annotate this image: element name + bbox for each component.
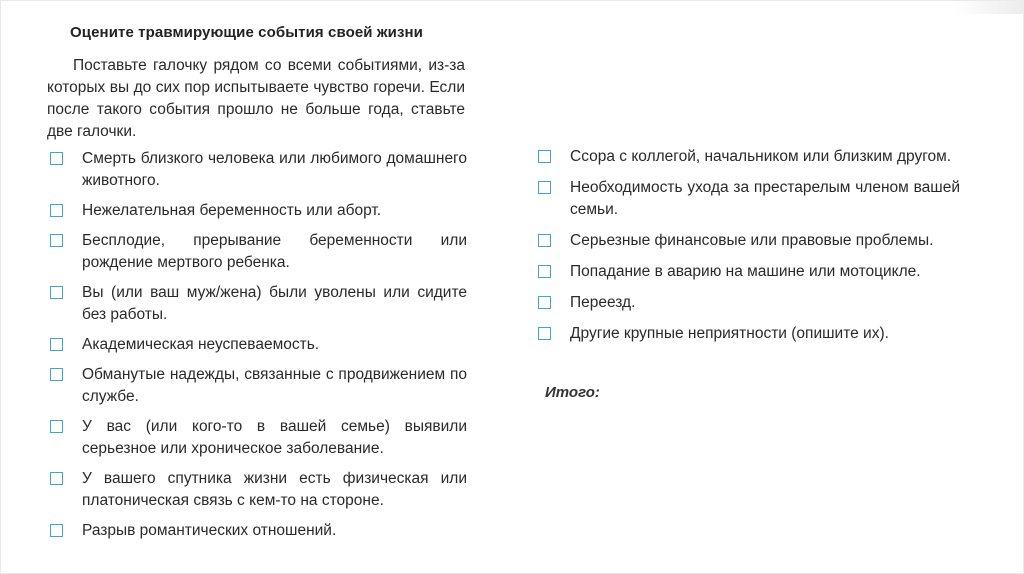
- checklist-item[interactable]: [535, 177, 960, 221]
- checkbox[interactable]: [538, 296, 551, 309]
- checklist-item-label: Переезд.: [570, 294, 636, 311]
- checklist-item[interactable]: [47, 520, 467, 542]
- checklist-item-label: У вас (или кого-то в вашей семье) выявили серьезное или хроническое заболевание.: [82, 418, 467, 457]
- checklist-item[interactable]: [47, 148, 467, 192]
- checklist-item-label: Необходимость ухода за престарелым членом вашей семьи.: [570, 179, 960, 218]
- checkbox[interactable]: [50, 368, 63, 381]
- checklist-left-column: [47, 148, 467, 542]
- checklist-item[interactable]: [47, 364, 467, 408]
- checklist-item[interactable]: [535, 146, 960, 168]
- checkbox[interactable]: [50, 234, 63, 247]
- checklist-item[interactable]: [535, 323, 960, 345]
- total-label: Итого:: [545, 384, 600, 401]
- checklist-item-label: Другие крупные неприятности (опишите их).: [570, 325, 889, 342]
- checklist-item[interactable]: [47, 416, 467, 460]
- checkbox[interactable]: [538, 150, 551, 163]
- checklist-item-label: Ссора с коллегой, начальником или близким другом.: [570, 148, 952, 165]
- checklist-item[interactable]: [47, 282, 467, 326]
- checkbox[interactable]: [538, 181, 551, 194]
- checkbox[interactable]: [50, 204, 63, 217]
- checklist-item-label: Смерть близкого человека или любимого домашнего животного.: [82, 150, 467, 189]
- page-corner-decoration: [954, 0, 1024, 14]
- checkbox[interactable]: [50, 472, 63, 485]
- checkbox[interactable]: [538, 265, 551, 278]
- checkbox[interactable]: [50, 286, 63, 299]
- checkbox[interactable]: [50, 420, 63, 433]
- checkbox[interactable]: [538, 327, 551, 340]
- instructions-paragraph: Поставьте галочку рядом со всеми событиями, из-за которых вы до сих пор испытываете чувство горечи. Если после такого события прошло не больше года, ставьте две галочки.: [47, 57, 465, 140]
- checklist-item-label: Вы (или ваш муж/жена) были уволены или сидите без работы.: [82, 284, 467, 323]
- checklist-item[interactable]: [535, 292, 960, 314]
- checkbox[interactable]: [50, 524, 63, 537]
- checklist-item-label: Попадание в аварию на машине или мотоцикле.: [570, 263, 921, 280]
- checklist-right-column: [535, 146, 960, 354]
- checklist-item-label: Нежелательная беременность или аборт.: [82, 202, 382, 219]
- checklist-item[interactable]: [47, 230, 467, 274]
- checkbox[interactable]: [538, 234, 551, 247]
- checklist-item[interactable]: [47, 468, 467, 512]
- checkbox[interactable]: [50, 152, 63, 165]
- checklist-item[interactable]: [47, 200, 467, 222]
- checklist-item-label: Разрыв романтических отношений.: [82, 522, 337, 539]
- checklist-item-label: Серьезные финансовые или правовые проблемы.: [570, 232, 934, 249]
- checkbox[interactable]: [50, 338, 63, 351]
- checklist-item-label: Бесплодие, прерывание беременности или рождение мертвого ребенка.: [82, 232, 467, 271]
- checklist-item-label: Обманутые надежды, связанные с продвижением по службе.: [82, 366, 467, 405]
- checklist-item-label: У вашего спутника жизни есть физическая или платоническая связь с кем-то на стороне.: [82, 470, 467, 509]
- checklist-item[interactable]: [47, 334, 467, 356]
- checklist-item[interactable]: [535, 261, 960, 283]
- checklist-item-label: Академическая неуспеваемость.: [82, 336, 320, 353]
- checklist-item[interactable]: [535, 230, 960, 252]
- page-title: Оцените травмирующие события своей жизни: [70, 24, 423, 41]
